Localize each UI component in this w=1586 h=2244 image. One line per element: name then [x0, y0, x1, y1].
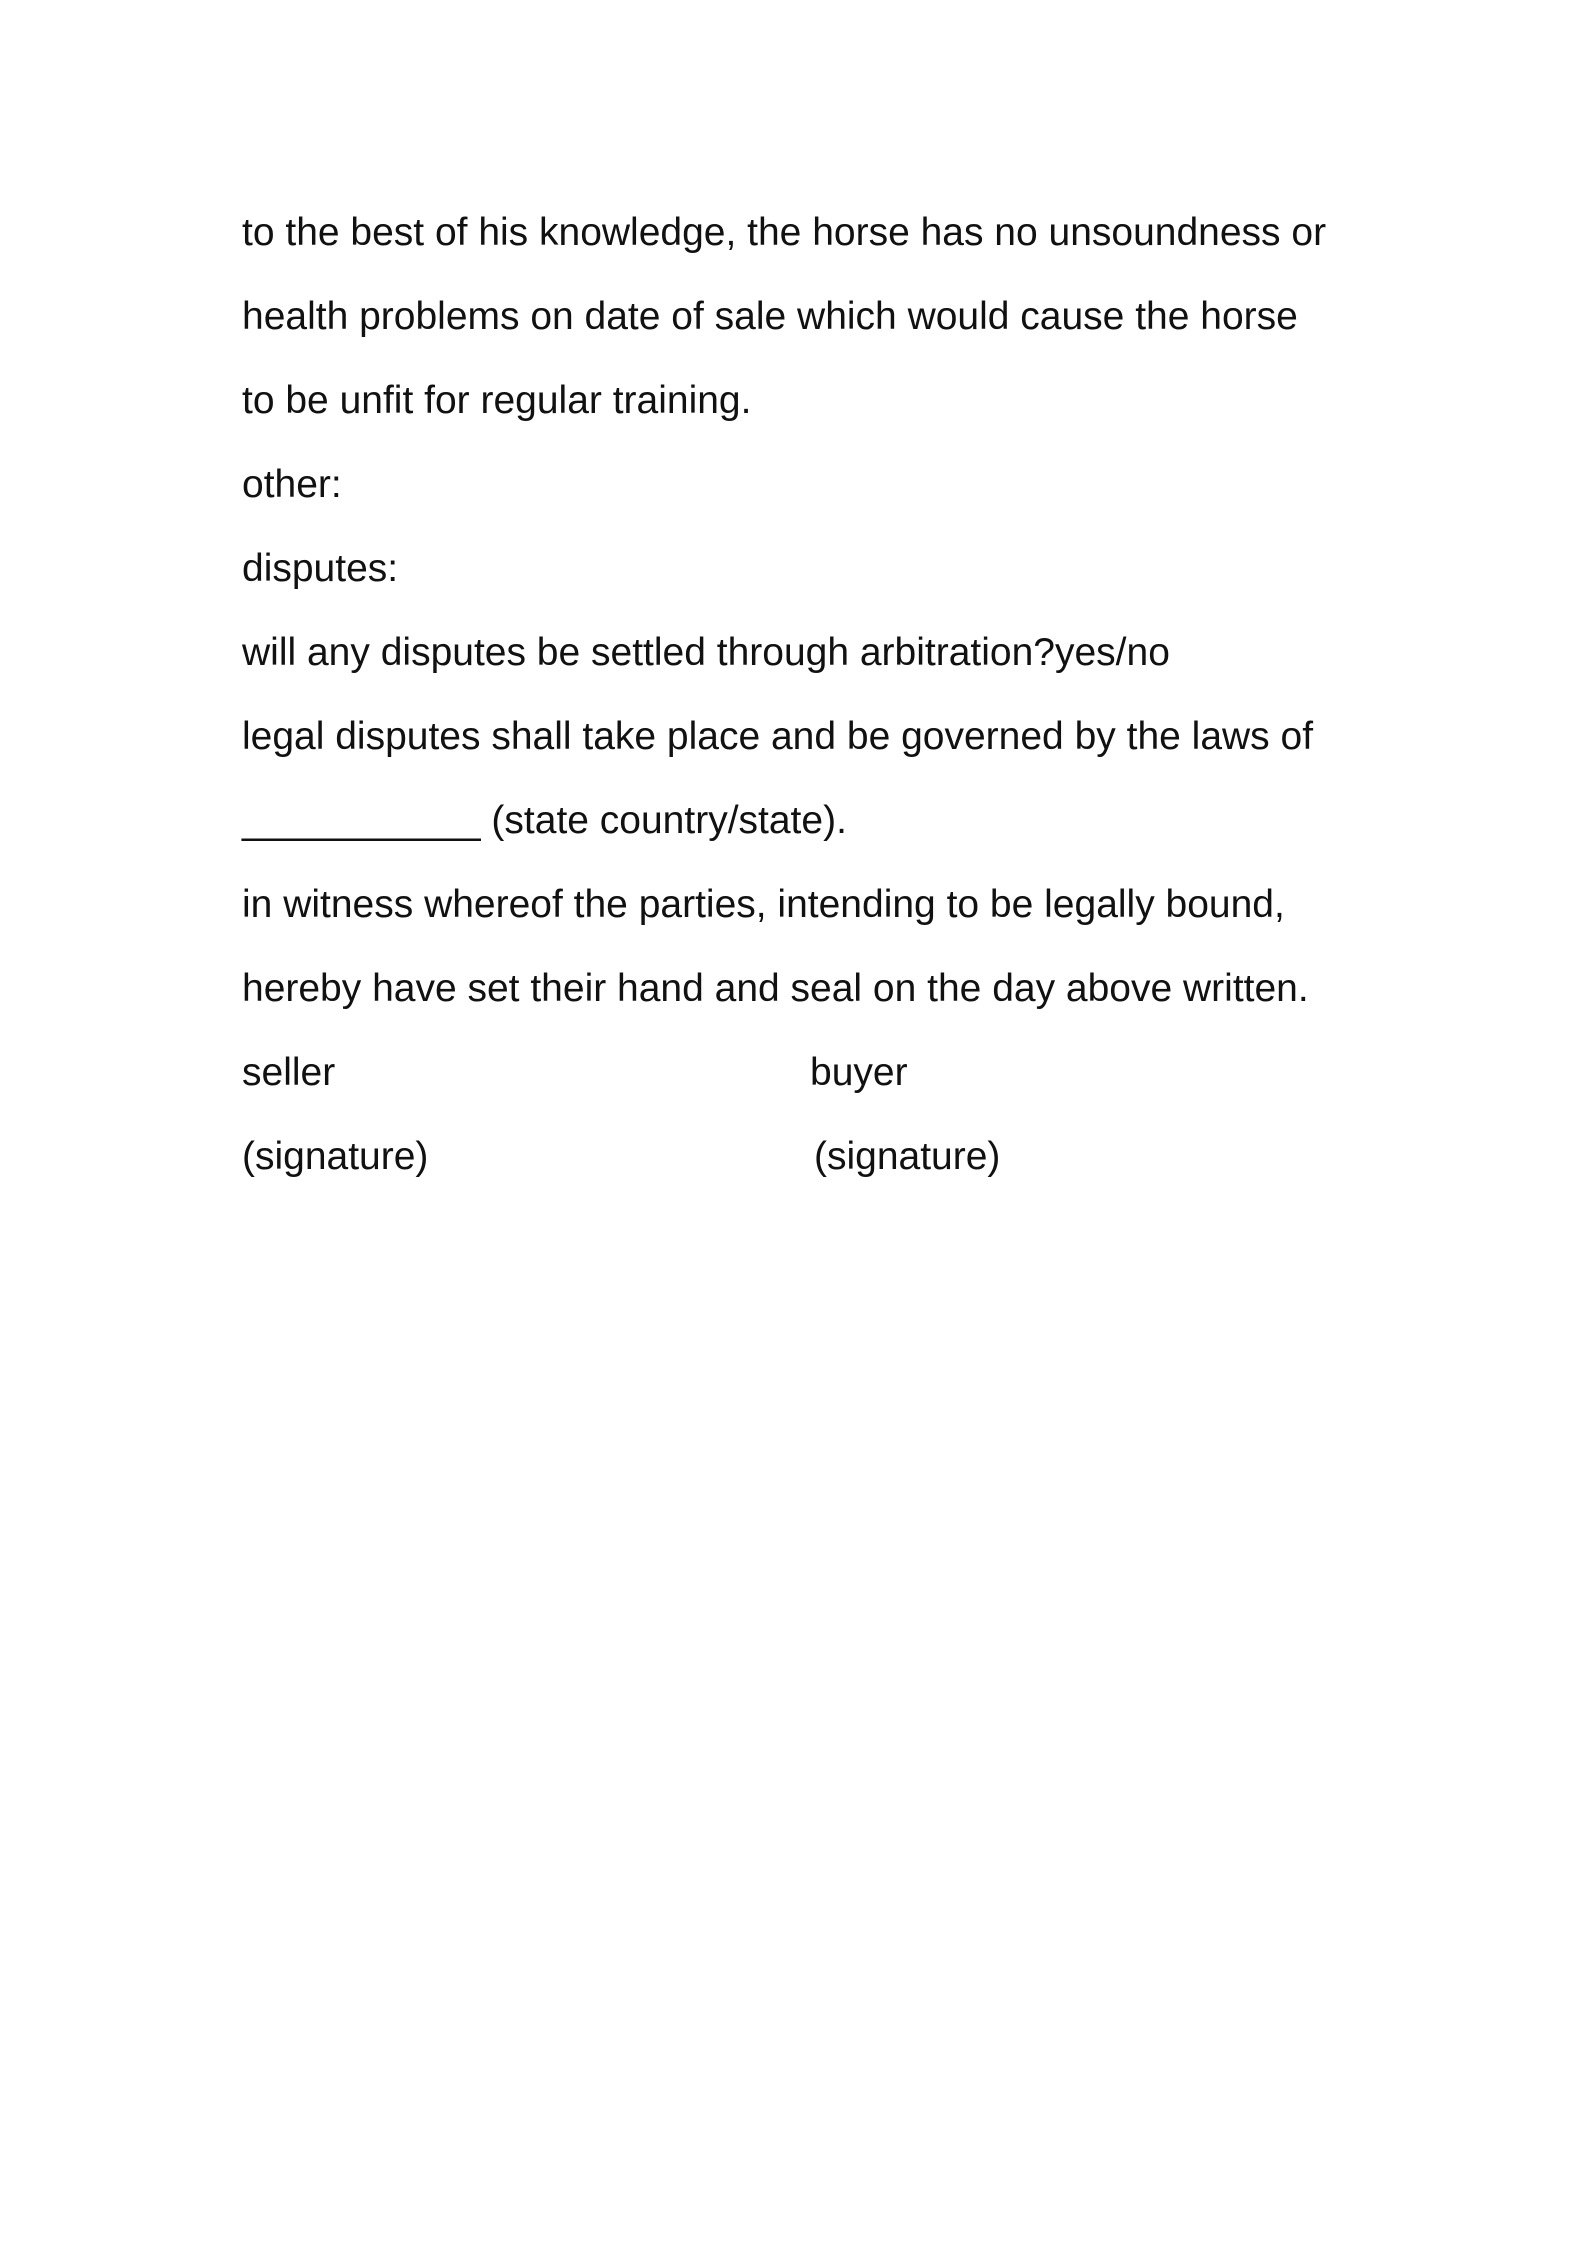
seller-signature: (signature) [242, 1135, 429, 1178]
signature-row [242, 1124, 1362, 1208]
text-line: to be unfit for regular training. [242, 379, 752, 422]
disputes-heading: disputes: [242, 547, 399, 590]
text-line: health problems on date of sale which would cause the horse [242, 295, 1298, 338]
party-labels-row [242, 1040, 1362, 1124]
seller-label: seller [242, 1051, 336, 1094]
text-line: in witness whereof the parties, intending to be legally bound, [242, 883, 1285, 926]
jurisdiction-blank-line: ___________ (state country/state). [242, 799, 847, 842]
arbitration-question: will any disputes be settled through arbitration?yes/no [242, 631, 1170, 674]
document-body [242, 200, 1362, 1208]
text-line: to the best of his knowledge, the horse has no unsoundness or [242, 211, 1327, 254]
buyer-label: buyer [810, 1051, 908, 1094]
other-heading: other: [242, 463, 342, 506]
text-line: hereby have set their hand and seal on the day above written. [242, 967, 1309, 1010]
text-line: legal disputes shall take place and be governed by the laws of [242, 715, 1314, 758]
buyer-signature: (signature) [814, 1135, 1001, 1178]
